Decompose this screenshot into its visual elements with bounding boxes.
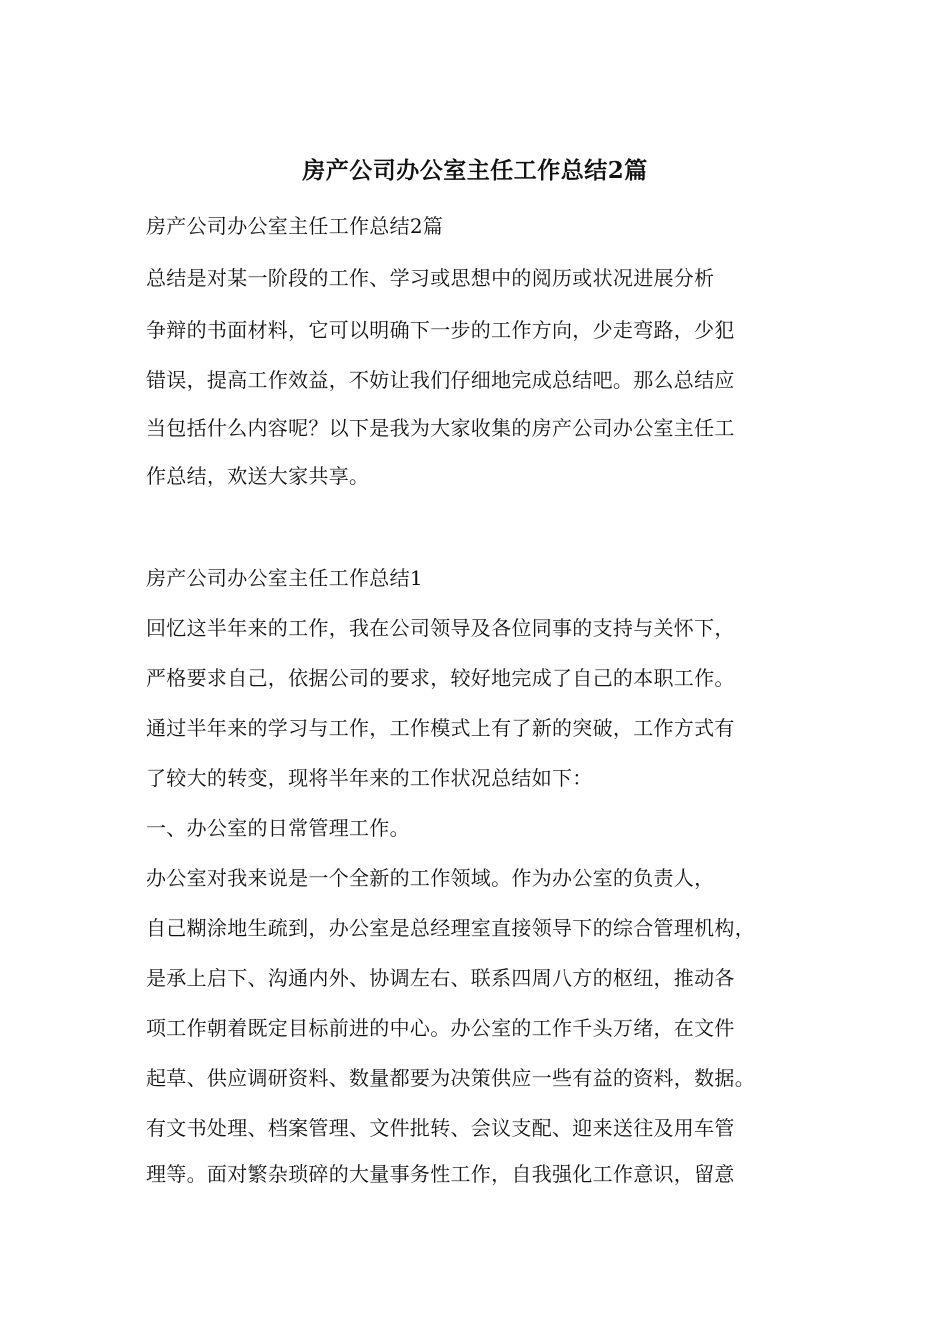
body-line-4: 了较大的转变，现将半年来的工作状况总结如下： xyxy=(146,766,593,790)
section-heading: 房产公司办公室主任工作总结1 xyxy=(146,566,423,590)
subtitle-line: 房产公司办公室主任工作总结2篇 xyxy=(146,214,444,238)
body-line-6: 自己糊涂地生疏到，办公室是总经理室直接领导下的综合管理机构， xyxy=(146,916,755,940)
body-line-2: 严格要求自己，依据公司的要求，较好地完成了自己的本职工作。 xyxy=(146,666,735,690)
body-line-5: 办公室对我来说是一个全新的工作领域。作为办公室的负责人， xyxy=(146,866,715,890)
intro-line-1: 总结是对某一阶段的工作、学习或思想中的阅历或状况进展分析 xyxy=(146,266,715,290)
body-line-9: 起草、供应调研资料、数量都要为决策供应一些有益的资料，数据。 xyxy=(146,1066,755,1090)
body-line-1: 回忆这半年来的工作，我在公司领导及各位同事的支持与关怀下， xyxy=(146,616,735,640)
intro-line-5: 作总结，欢送大家共享。 xyxy=(146,464,370,488)
subsection-heading: 一、办公室的日常管理工作。 xyxy=(146,816,410,840)
body-line-7: 是承上启下、沟通内外、协调左右、联系四周八方的枢纽，推动各 xyxy=(146,966,735,990)
document-title: 房产公司办公室主任工作总结2篇 xyxy=(302,157,648,184)
body-line-8: 项工作朝着既定目标前进的中心。办公室的工作千头万绪，在文件 xyxy=(146,1016,735,1040)
intro-line-4: 当包括什么内容呢？以下是我为大家收集的房产公司办公室主任工 xyxy=(146,416,735,440)
body-line-11: 理等。面对繁杂琐碎的大量事务性工作，自我强化工作意识，留意 xyxy=(146,1162,735,1186)
intro-line-2: 争辩的书面材料，它可以明确下一步的工作方向，少走弯路，少犯 xyxy=(146,318,735,342)
intro-line-3: 错误，提高工作效益，不妨让我们仔细地完成总结吧。那么总结应 xyxy=(146,368,735,392)
body-line-10: 有文书处理、档案管理、文件批转、会议支配、迎来送往及用车管 xyxy=(146,1116,735,1140)
body-line-3: 通过半年来的学习与工作，工作模式上有了新的突破，工作方式有 xyxy=(146,716,735,740)
